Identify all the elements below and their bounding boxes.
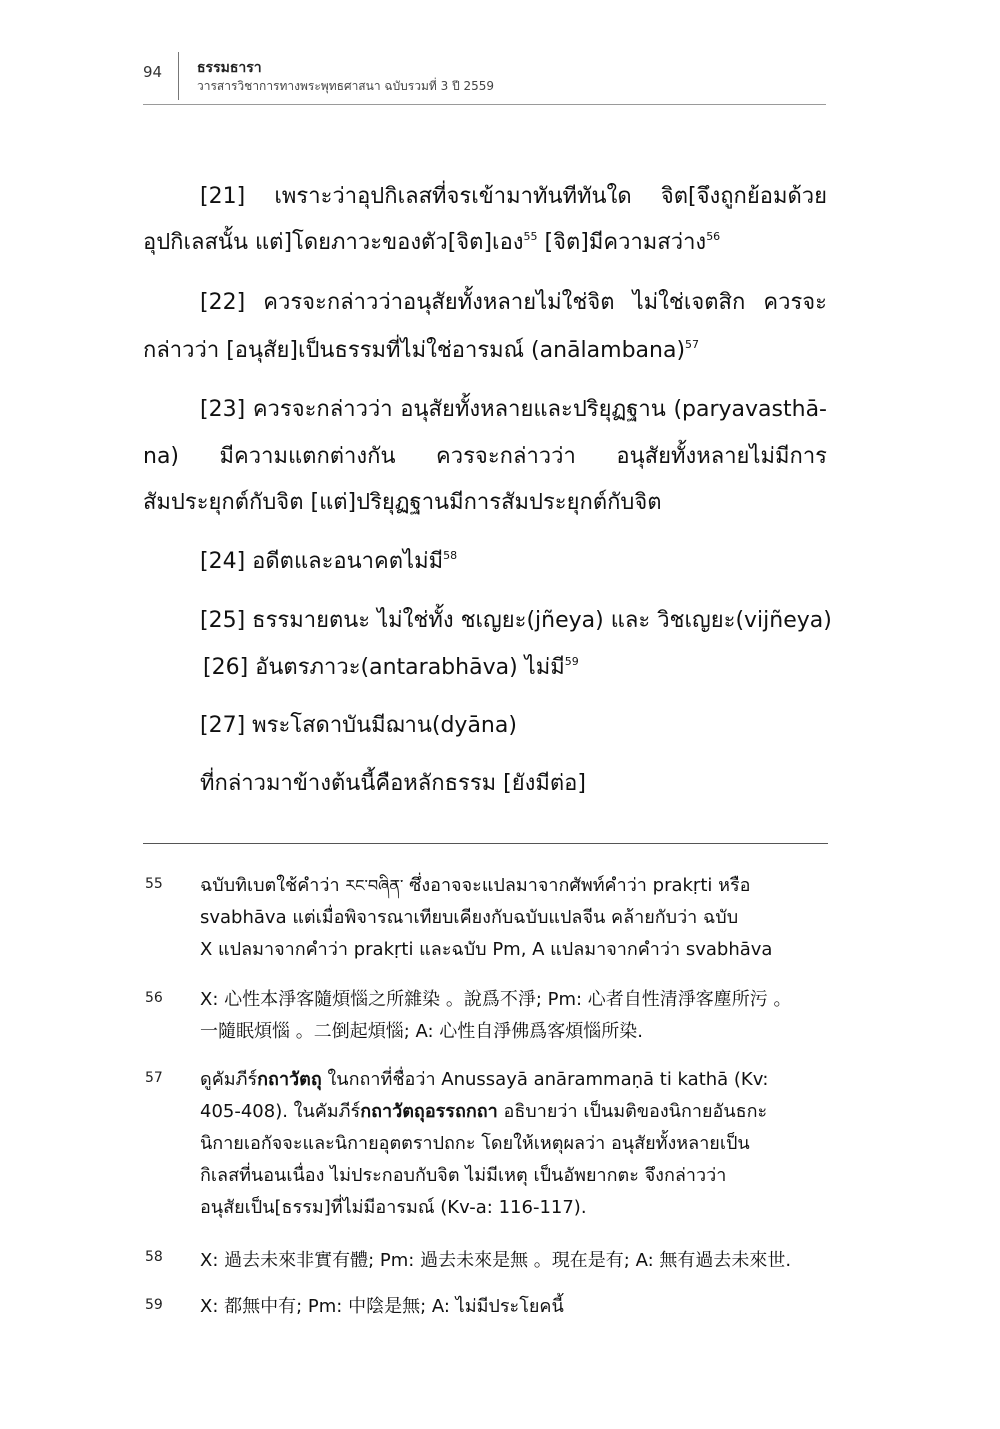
footnote-number: 57 [145,1070,163,1086]
footnote-line: นิกายเอกัจจะและนิกายอุตตราปถกะ โดยให้เหตุผลว่า อนุสัยทั้งหลายเป็น [200,1133,750,1154]
paragraph-21-line-1: [21] เพราะว่าอุปกิเลสที่จรเข้ามาทันทีทันใด จิต[จึงถูกย้อมด้วย [200,184,827,209]
footnote-number: 58 [145,1249,163,1265]
paragraph-23-line-3: สัมประยุกต์กับจิต [แต่]ปริยุฏฐานมีการสัมประยุกต์กับจิต [143,490,662,515]
footnote-line [200,870,828,902]
footnote-58 [200,1245,828,1277]
footnote-line: อนุสัยเป็น[ธรรม]ที่ไม่มีอารมณ์ (Kv-a: 116-117). [200,1197,587,1218]
paragraph-text: [24] อดีตและอนาคตไม่มี [200,549,444,574]
paragraph-26 [203,639,579,696]
paragraph-22-line-1: [22] ควรจะกล่าวว่าอนุสัยทั้งหลายไม่ใช่จิต ไม่ใช่เจตสิก ควรจะ [200,290,827,315]
footnote-line: X: 都無中有; Pm: 中陰是無; A: ไม่มีประโยคนี้ [200,1296,564,1317]
tibetan-term: རང་བཞིན་ [345,876,404,895]
paragraph-text: กล่าวว่า [อนุสัย]เป็นธรรมที่ไม่ใช่อารมณ์ (anālambana) [143,338,686,363]
paragraph-23-line-1: [23] ควรจะกล่าวว่า อนุสัยทั้งหลายและปริยุฏฐาน (paryavasthā- [200,397,827,422]
footnote-line [200,1096,828,1128]
paragraph-text: [26] อันตรภาวะ(antarabhāva) ไม่มี [203,655,565,680]
paragraph-22-line-2 [143,322,699,379]
footnote-ref-57[interactable]: 57 [685,338,700,351]
footnote-text: อธิบายว่า เป็นมติของนิกายอันธกะ [497,1101,768,1122]
footnote-ref-59[interactable]: 59 [564,655,579,668]
footnote-line: X: 過去未來非實有體; Pm: 過去未來是無 。現在是有; A: 無有過去未來世. [200,1250,792,1271]
footnote-text: ฉบับทิเบตใช้คำว่า [200,875,346,896]
paragraph-23-line-2: na) มีความแตกต่างกัน ควรจะกล่าวว่า อนุสัยทั้งหลายไม่มีการ [143,444,827,469]
footnote-line: X แปลมาจากคำว่า prakṛti และฉบับ Pm, A แปลมาจากคำว่า svabhāva [200,939,773,960]
journal-subtitle: วารสารวิชาการทางพระพุทธศาสนา ฉบับรวมที่ 3 ปี 2559 [197,79,495,93]
footnote-text: 405-408). ในคัมภีร์ [200,1101,361,1122]
paragraph-27: [27] พระโสดาบันมีฌาน(dyāna) [200,713,517,738]
header-divider-vertical [178,52,179,100]
book-title: กถาวัตถุอรรถกถา [360,1101,498,1122]
journal-title: ธรรมธารา [197,60,262,76]
footnote-number: 56 [145,990,163,1006]
footnote-56 [200,984,828,1048]
paragraph-21-line-2 [143,214,720,271]
footnote-59 [200,1291,828,1323]
header-divider [143,104,826,105]
footnote-ref-56[interactable]: 56 [706,230,721,243]
footnote-line: 一隨眠煩惱 。二倒起煩惱; A: 心性自淨佛爲客煩惱所染. [200,1021,644,1042]
paragraph-text: อุปกิเลสนั้น แต่]โดยภาวะของตัว[จิต]เอง [143,230,524,255]
footnote-line: svabhāva แต่เมื่อพิจารณาเทียบเคียงกับฉบับแปลจีน คล้ายกับว่า ฉบับ [200,907,739,928]
footnote-divider [143,843,828,844]
footnote-55 [200,870,828,966]
paragraph-25: [25] ธรรมายตนะ ไม่ใช่ทั้ง ชเญยะ(jñeya) และ วิชเญยะ(vijñeya) [200,608,832,633]
footnote-text: ซึ่งอาจจะแปลมาจากศัพท์คำว่า prakṛti หรือ [403,875,751,896]
page-number: 94 [143,63,163,81]
footnote-57 [200,1064,828,1224]
closing-line: ที่กล่าวมาข้างต้นนี้คือหลักธรรม [ยังมีต่อ] [200,771,586,796]
footnote-line: X: 心性本淨客隨煩惱之所雜染 。說爲不淨; Pm: 心者自性清淨客塵所污 。 [200,989,792,1010]
footnote-number: 59 [145,1297,163,1313]
footnote-line: กิเลสที่นอนเนื่อง ไม่ประกอบกับจิต ไม่มีเหตุ เป็นอัพยากตะ จึงกล่าวว่า [200,1165,727,1186]
paragraph-text: [จิต]มีความสว่าง [537,230,707,255]
footnote-line [200,1064,828,1096]
footnote-ref-55[interactable]: 55 [523,230,538,243]
footnote-text: ในกถาที่ชื่อว่า Anussayā anārammaṇā ti kathā (Kv: [321,1069,769,1090]
paragraph-24 [200,533,457,590]
book-title: กถาวัตถุ [257,1069,322,1090]
footnote-ref-58[interactable]: 58 [443,549,458,562]
footnote-number: 55 [145,876,163,892]
footnote-text: ดูคัมภีร์ [200,1069,258,1090]
